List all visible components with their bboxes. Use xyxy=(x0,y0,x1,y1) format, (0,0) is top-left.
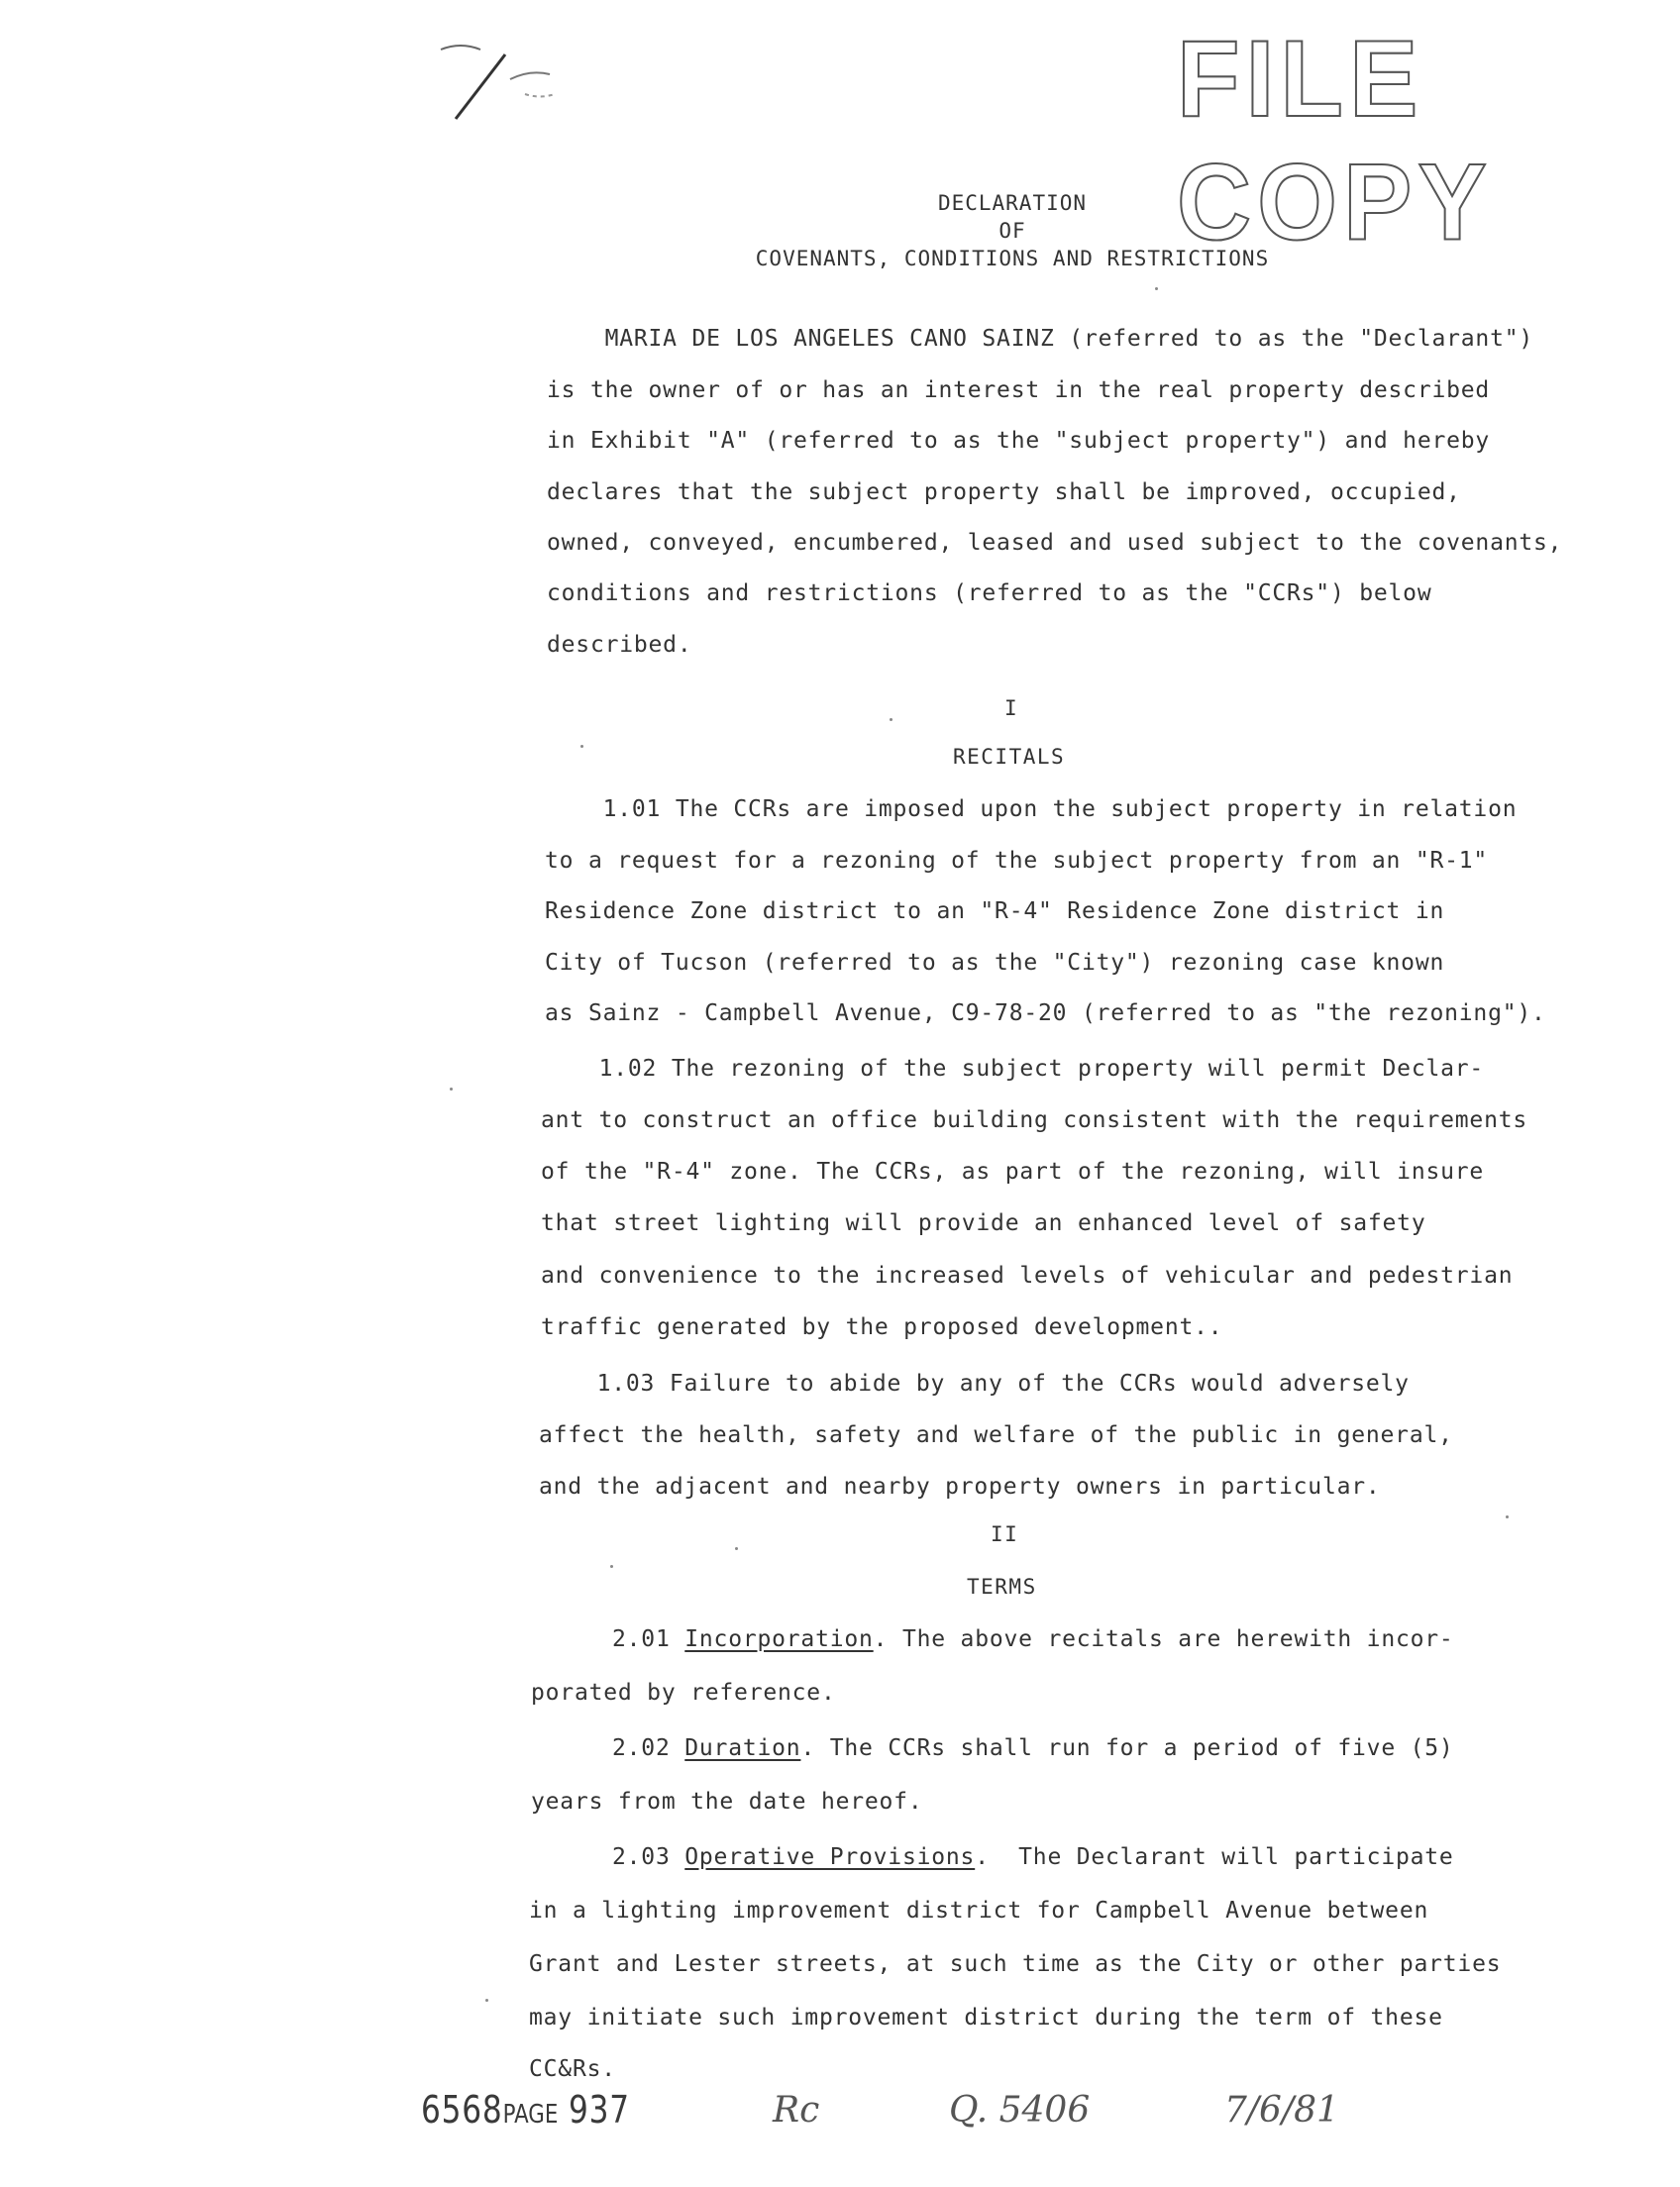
intro-line: described. xyxy=(547,632,692,658)
recital-line: 1.02 The rezoning of the subject property will permit Declar- xyxy=(541,1056,1485,1082)
scan-speck xyxy=(735,1547,738,1550)
term-paragraph-line: in a lighting improvement district for Campbell Avenue between xyxy=(529,1898,1429,1924)
scan-speck xyxy=(1155,287,1158,290)
scan-speck xyxy=(1506,1515,1509,1518)
intro-line: declares that the subject property shall be improved, occupied, xyxy=(547,479,1461,505)
title-line-2: OF xyxy=(998,219,1026,243)
scan-speck xyxy=(580,745,583,748)
term-paragraph-line: years from the date hereof. xyxy=(531,1789,923,1815)
intro-line: is the owner of or has an interest in the real property described xyxy=(547,377,1491,403)
intro-line: owned, conveyed, encumbered, leased and used subject to the covenants, xyxy=(547,530,1563,556)
term-paragraph-line: 2.03 Operative Provisions. The Declarant will participate xyxy=(612,1844,1454,1870)
term-paragraph-line: porated by reference. xyxy=(531,1680,836,1706)
recital-line: City of Tucson (referred to as the "City") rezoning case known xyxy=(545,950,1445,976)
recital-line: Residence Zone district to an "R-4" Residence Zone district in xyxy=(545,898,1445,924)
scan-speck xyxy=(610,1565,613,1568)
intro-line: conditions and restrictions (referred to as the "CCRs") below xyxy=(547,580,1432,606)
recital-line: of the "R-4" zone. The CCRs, as part of the rezoning, will insure xyxy=(541,1159,1485,1185)
recital-line: that street lighting will provide an enhanced level of safety xyxy=(541,1210,1426,1236)
term-paragraph-line: 2.02 Duration. The CCRs shall run for a period of five (5) xyxy=(612,1735,1454,1761)
term-duration: Duration xyxy=(684,1735,801,1761)
term-paragraph-line: CC&Rs. xyxy=(529,2056,616,2082)
recording-number: 6568PAGE 937 xyxy=(421,2088,630,2132)
recital-line: 1.03 Failure to abide by any of the CCRs would adversely xyxy=(539,1371,1410,1397)
term-paragraph-line: 2.01 Incorporation. The above recitals are herewith incor- xyxy=(612,1626,1454,1652)
term-paragraph-line: may initiate such improvement district during the term of these xyxy=(529,2005,1443,2031)
handwritten-initials: Rc xyxy=(773,2090,820,2131)
file-copy-stamp: FILE COPY xyxy=(1177,19,1493,263)
section-heading: RECITALS xyxy=(953,745,1066,769)
term-operative-provisions: Operative Provisions xyxy=(684,1844,976,1870)
recital-line: and convenience to the increased levels of vehicular and pedestrian xyxy=(541,1263,1514,1289)
section-numeral: I xyxy=(1004,696,1019,720)
section-numeral: II xyxy=(991,1522,1019,1546)
recital-line: and the adjacent and nearby property owners in particular. xyxy=(539,1474,1381,1500)
title-line-1: DECLARATION xyxy=(937,191,1088,215)
handwritten-date: 7/6/81 xyxy=(1224,2090,1339,2131)
section-heading: TERMS xyxy=(967,1575,1037,1599)
recital-line: as Sainz - Campbell Avenue, C9-78-20 (referred to as "the rezoning"). xyxy=(545,1000,1546,1026)
handwritten-reference: Q. 5406 xyxy=(949,2090,1091,2131)
term-paragraph-line: Grant and Lester streets, at such time as the City or other parties xyxy=(529,1951,1502,1977)
intro-line: in Exhibit "A" (referred to as the "subject property") and hereby xyxy=(547,428,1491,454)
term-incorporation: Incorporation xyxy=(684,1626,874,1652)
scan-speck xyxy=(890,718,892,721)
scan-speck xyxy=(450,1088,453,1091)
recital-line: affect the health, safety and welfare of the public in general, xyxy=(539,1422,1453,1448)
recital-line: 1.01 The CCRs are imposed upon the subject property in relation xyxy=(545,796,1518,822)
title-line-3: COVENANTS, CONDITIONS AND RESTRICTIONS xyxy=(755,247,1270,270)
handwritten-mark xyxy=(416,40,584,129)
recital-line: to a request for a rezoning of the subject property from an "R-1" xyxy=(545,848,1489,874)
recital-line: traffic generated by the proposed development.. xyxy=(541,1314,1223,1340)
intro-line: MARIA DE LOS ANGELES CANO SAINZ (referred to as the "Declarant") xyxy=(547,326,1534,352)
scan-speck xyxy=(485,1999,488,2002)
recital-line: ant to construct an office building consistent with the requirements xyxy=(541,1107,1528,1133)
